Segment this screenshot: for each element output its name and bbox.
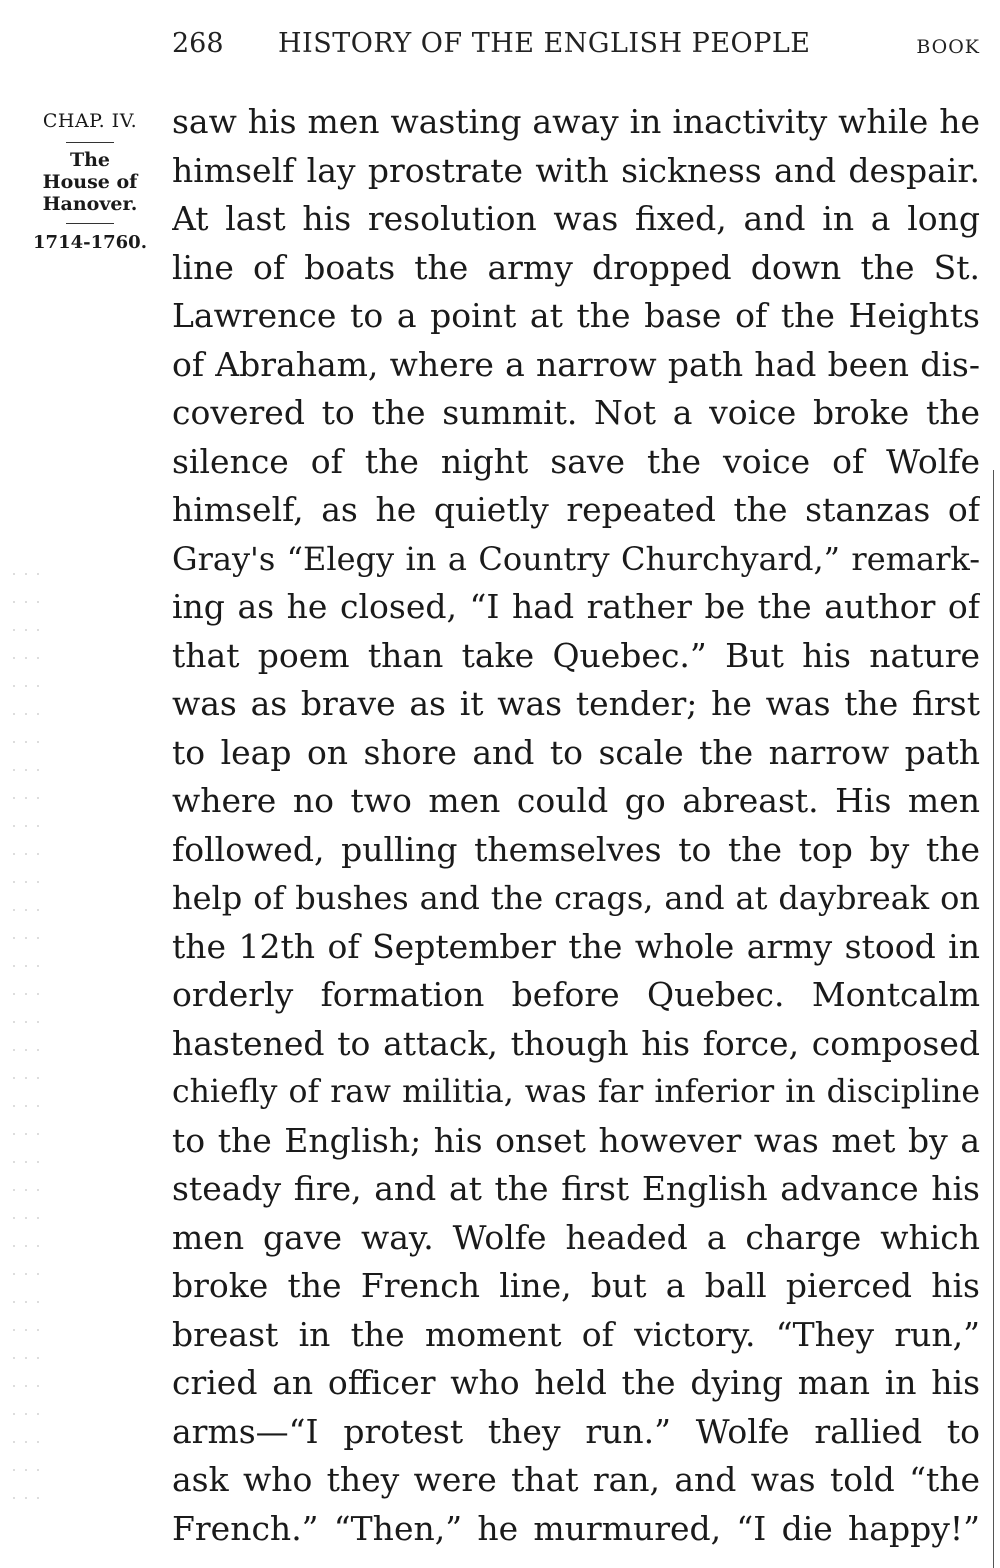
margin-divider — [66, 142, 114, 143]
text-line: Gray's “Elegy in a Country Churchyard,” remark- — [172, 539, 980, 578]
text-line: to the English; his onset however was met by a — [172, 1120, 980, 1160]
chapter-label: CHAP. IV. — [42, 110, 138, 132]
date-range: 1714-1760. — [33, 232, 147, 253]
text-line: that poem than take Quebec.” But his nature — [172, 635, 980, 675]
running-title: HISTORY OF THE ENGLISH PEOPLE — [278, 28, 811, 59]
text-line: silence of the night save the voice of Wolfe — [172, 441, 980, 481]
body-text — [172, 98, 980, 1553]
text-line: Lawrence to a point at the base of the Heights — [172, 296, 980, 335]
text-line: arms—“I protest they run.” Wolfe rallied to — [172, 1411, 980, 1451]
text-line: to leap on shore and to scale the narrow path — [172, 732, 980, 772]
text-line: help of bushes and the crags, and at daybreak on — [172, 879, 980, 917]
text-line: chiefly of raw militia, was far inferior in discipline — [172, 1074, 980, 1110]
page-number: 268 — [172, 28, 224, 59]
text-line: himself, as he quietly repeated the stanzas of — [172, 490, 980, 529]
text-line: saw his men wasting away in inactivity while he — [172, 102, 980, 141]
text-line: line of boats the army dropped down the St. — [172, 247, 980, 287]
text-line: men gave way. Wolfe headed a charge which — [172, 1217, 980, 1257]
section-title-line-2: House of — [42, 171, 138, 193]
text-line: himself lay prostrate with sickness and despair. — [172, 150, 980, 190]
text-line: of Abraham, where a narrow path had been dis- — [172, 344, 980, 384]
section-title-line-3: Hanover. — [42, 193, 138, 215]
text-line: breast in the moment of victory. “They run,” — [172, 1314, 980, 1354]
text-line: cried an officer who held the dying man in his — [172, 1363, 980, 1402]
margin-notes — [30, 108, 150, 256]
text-line: steady fire, and at the first English advance his — [172, 1169, 980, 1208]
running-header — [172, 24, 980, 68]
text-line: French.” “Then,” he murmured, “I die happy!” — [172, 1508, 980, 1548]
book-label: BOOK — [916, 36, 980, 58]
page-edge-line — [993, 470, 994, 1568]
text-line: ask who they were that ran, and was told “the — [172, 1460, 980, 1499]
text-line: orderly formation before Quebec. Montcalm — [172, 975, 980, 1014]
text-line: At last his resolution was fixed, and in a long — [172, 199, 980, 238]
text-line: hastened to attack, though his force, composed — [172, 1023, 980, 1063]
margin-divider — [66, 223, 114, 224]
text-line: the 12th of September the whole army stood in — [172, 926, 980, 966]
text-line: ing as he closed, “I had rather be the author of — [172, 587, 980, 626]
text-line: was as brave as it was tender; he was the first — [172, 684, 980, 723]
section-title-line-1: The — [69, 149, 111, 171]
scan-speckle — [8, 560, 48, 1510]
text-line: covered to the summit. Not a voice broke the — [172, 393, 980, 432]
text-line: broke the French line, but a ball pierced his — [172, 1266, 980, 1305]
text-line: followed, pulling themselves to the top by the — [172, 829, 980, 869]
text-line: where no two men could go abreast. His men — [172, 781, 980, 820]
